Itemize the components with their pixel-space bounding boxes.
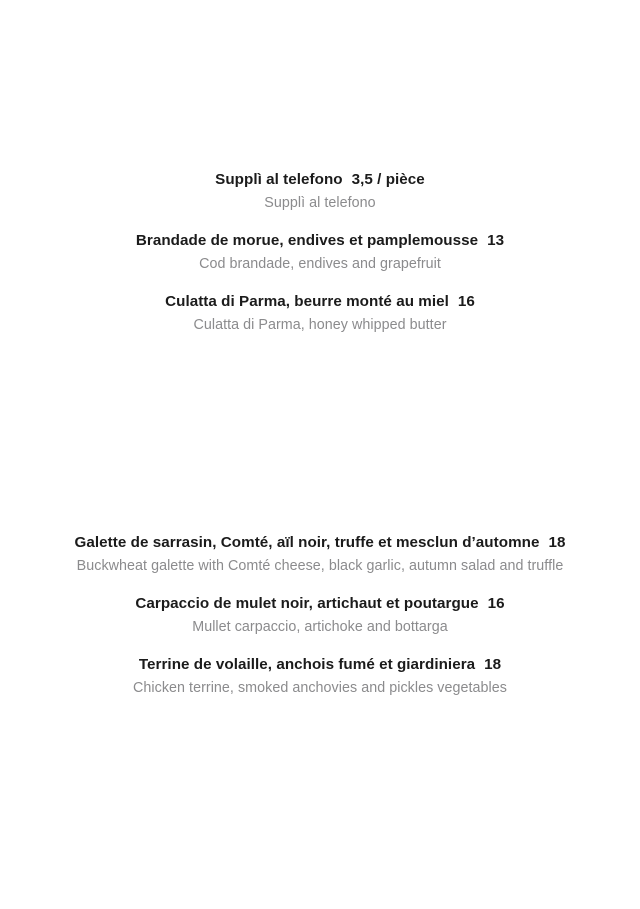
menu-item bbox=[0, 655, 640, 698]
menu-item-translation: Chicken terrine, smoked anchovies and pickles vegetables bbox=[133, 679, 507, 696]
menu-item-headline bbox=[0, 655, 640, 676]
menu-item-price: 13 bbox=[487, 231, 505, 249]
menu-item-name: Culatta di Parma, beurre monté au miel bbox=[165, 292, 449, 310]
menu-item bbox=[0, 231, 640, 274]
menu-item-price: 16 bbox=[487, 594, 505, 612]
menu-item bbox=[0, 170, 640, 213]
menu-item-translation: Supplì al telefono bbox=[264, 194, 376, 211]
menu-item-headline bbox=[0, 292, 640, 313]
menu-section-starters bbox=[0, 0, 640, 335]
menu-item-translation: Cod brandade, endives and grapefruit bbox=[199, 255, 441, 272]
menu-item-translation: Mullet carpaccio, artichoke and bottarga bbox=[192, 618, 448, 635]
menu-item-headline bbox=[0, 231, 640, 252]
menu-item-name: Carpaccio de mulet noir, artichaut et poutargue bbox=[135, 594, 479, 612]
menu-item-translation: Culatta di Parma, honey whipped butter bbox=[193, 316, 447, 333]
menu-item-price: 18 bbox=[548, 533, 566, 551]
menu-item-name: Supplì al telefono bbox=[215, 171, 343, 188]
menu-item-price: 16 bbox=[457, 292, 475, 310]
menu-item-price: 3,5 / pièce bbox=[351, 171, 425, 188]
menu-item-headline bbox=[0, 170, 640, 191]
menu-item bbox=[0, 533, 640, 576]
menu-section-plates bbox=[0, 533, 640, 698]
menu-item-name: Terrine de volaille, anchois fumé et giardiniera bbox=[138, 655, 476, 673]
menu-item-name: Galette de sarrasin, Comté, aïl noir, truffe et mesclun d’automne bbox=[74, 533, 540, 551]
menu-item-headline bbox=[0, 533, 640, 554]
menu-item bbox=[0, 292, 640, 335]
menu-item-translation: Buckwheat galette with Comté cheese, black garlic, autumn salad and truffle bbox=[76, 557, 564, 574]
menu-item-price: 18 bbox=[484, 655, 502, 673]
section-divider-space bbox=[0, 335, 640, 533]
menu-item bbox=[0, 594, 640, 637]
menu-item-headline bbox=[0, 594, 640, 615]
menu-item-name: Brandade de morue, endives et pamplemousse bbox=[135, 231, 479, 249]
